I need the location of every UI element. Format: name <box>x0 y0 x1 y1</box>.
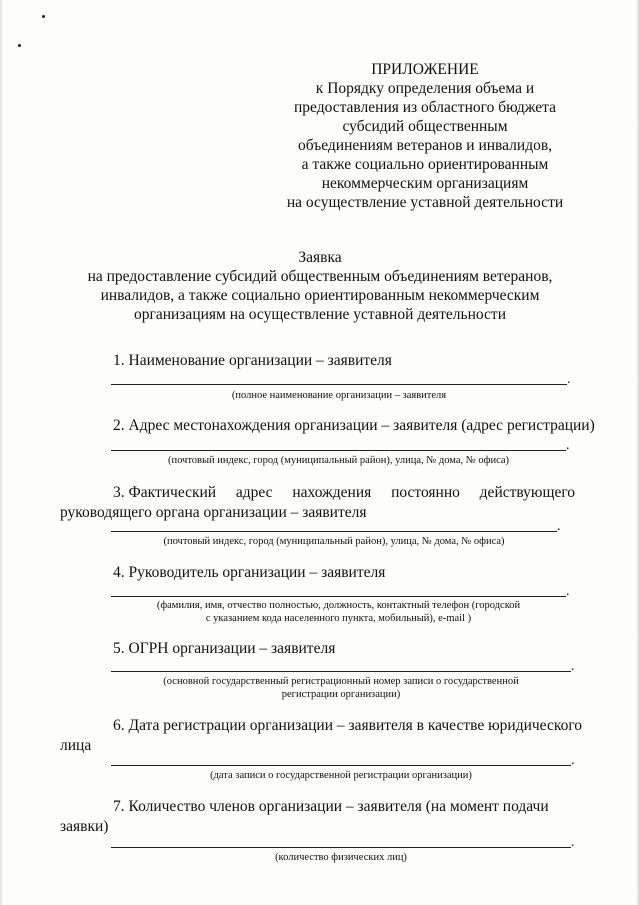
scan-speck <box>18 44 21 47</box>
appendix-line: к Порядку определения объема и <box>315 80 535 97</box>
title-line: на предоставление субсидий общественным объединениям ветеранов, <box>87 268 553 285</box>
title-line: организациям на осуществление уставной деятельности <box>133 306 506 323</box>
title-line: Заявка <box>298 249 342 266</box>
title-line: инвалидов, а также социально ориентированным некоммерческим <box>100 287 540 304</box>
line-end-period: . <box>566 584 570 599</box>
field-line-registration-date[interactable] <box>111 765 571 766</box>
field-label-registration-address: 2. Адрес местонахождения организации – заявителя (адрес регистрации) <box>113 417 595 434</box>
caption-ogrn-1: (основной государственный регистрационный номер записи о государственной <box>163 676 519 687</box>
field-line-organization-name[interactable] <box>111 384 567 385</box>
field-label-registration-date-line2: лица <box>60 737 92 754</box>
appendix-line: субсидий общественным <box>342 118 508 135</box>
scan-edge-right <box>636 0 640 905</box>
document-title <box>60 248 580 324</box>
line-end-period: . <box>566 438 570 453</box>
appendix-line: предоставления из областного бюджета <box>293 99 557 116</box>
caption-head-of-organization-1: (фамилия, имя, отчество полностью, должность, контактный телефон (городской <box>156 600 521 611</box>
field-label-head-of-organization: 4. Руководитель организации – заявителя <box>113 564 386 581</box>
field-label-registration-date-line1: 6. Дата регистрации организации – заявителя в качестве юридического <box>113 717 583 734</box>
line-end-period: . <box>571 835 575 850</box>
appendix-line: ПРИЛОЖЕНИЕ <box>371 61 479 78</box>
caption-organization-name: (полное наименование организации – заявителя <box>231 390 447 401</box>
caption-registration-date: (дата записи о государственной регистрации организации) <box>210 770 472 781</box>
caption-ogrn-2: регистрации организации) <box>281 689 401 700</box>
field-label-ogrn: 5. ОГРН организации – заявителя <box>113 640 336 657</box>
caption-actual-address: (почтовый индекс, город (муниципальный район), улица, № дома, № офиса) <box>163 536 505 547</box>
appendix-line: некоммерческим организациям <box>321 175 529 192</box>
caption-registration-address: (почтовый индекс, город (муниципальный район), улица, № дома, № офиса) <box>167 455 510 466</box>
word: адрес <box>235 484 273 501</box>
line-end-period: . <box>567 372 571 387</box>
field-label-actual-address-line1 <box>113 483 575 503</box>
appendix-line: на осуществление уставной деятельности <box>286 194 564 211</box>
appendix-line: объединениям ветеранов и инвалидов, <box>297 137 553 154</box>
field-label-actual-address-line2: руководящего органа организации – заявителя <box>60 504 367 521</box>
field-line-member-count[interactable] <box>111 847 571 848</box>
word: действующего <box>479 484 576 501</box>
line-end-period: . <box>557 519 561 534</box>
field-line-ogrn[interactable] <box>111 671 571 672</box>
word: постоянно <box>391 484 460 501</box>
word: 3. Фактический <box>113 484 217 501</box>
line-end-period: . <box>571 659 575 674</box>
field-line-head-of-organization[interactable] <box>111 596 566 597</box>
field-label-member-count-line1: 7. Количество членов организации – заявителя (на момент подачи <box>113 798 549 815</box>
caption-head-of-organization-2: с указанием кода населенного пункта, мобильный), e-mail ) <box>205 613 472 624</box>
field-label-member-count-line2: заявки) <box>60 818 109 835</box>
line-end-period: . <box>571 753 575 768</box>
appendix-header <box>280 60 570 212</box>
scan-edge-left <box>0 0 3 905</box>
field-line-actual-address[interactable] <box>111 531 557 532</box>
field-line-registration-address[interactable] <box>111 450 566 451</box>
word: нахождения <box>292 484 372 501</box>
caption-member-count: (количество физических лиц) <box>275 852 407 863</box>
appendix-line: а также социально ориентированным <box>301 156 549 173</box>
scan-speck <box>42 15 45 18</box>
field-label-organization-name: 1. Наименование организации – заявителя <box>113 352 392 369</box>
